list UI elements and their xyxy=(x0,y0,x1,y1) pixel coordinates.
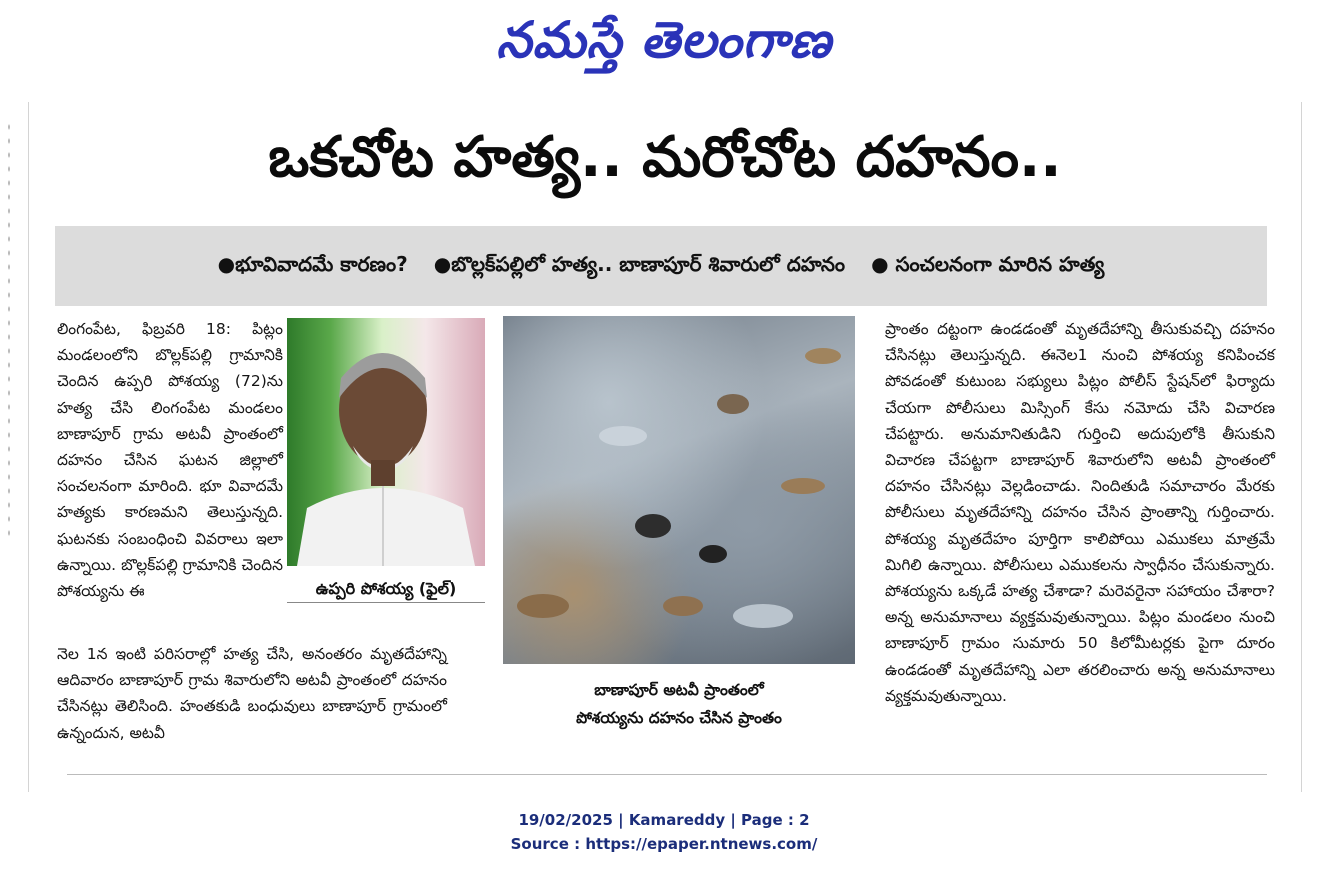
burn-site-caption-line-2: పోశయ్యను దహనం చేసిన ప్రాంతం xyxy=(576,709,782,727)
burn-site-caption-line-1: బాణాపూర్‌ అటవీ ప్రాంతంలో xyxy=(594,681,764,699)
portrait-photo xyxy=(287,318,485,566)
news-clipping xyxy=(28,102,1302,792)
subheadline-1: ●భూవివాదమే కారణం? xyxy=(217,251,408,276)
article-column-3: ప్రాంతం దట్టంగా ఉండడంతో మృతదేహాన్ని తీసుకువచ్చి దహనం చేసినట్లు తెలుస్తున్నది. ఈనెల1 నుంచి పోశయ్య కనిపించక పోవడంతో కుటుంబ సభ్యులు పిట్లం పోలీస్‌ స్టేషన్‌లో ఫిర్యాదు చేయగా పోలీసులు మిస్సింగ్‌ కేసు నమోదు చేసి విచారణ చేపట్టారు. అనుమానితుడిని గుర్తించి అదుపులోకి తీసుకుని విచారణ చేపట్టగా బాణాపూర్‌ శివారులోని అటవీ ప్రాంతంలో దహనం చేసినట్లు వెల్లడించాడు. నిందితుడి సమాచారం మేరకు పోలీసులు మృతదేహాన్ని దహనం చేసిన ప్రాంతాన్ని గుర్తించారు. పోశయ్య మృతదేహం పూర్తిగా కాలిపోయి ఎముకలు మాత్రమే మిగిలి ఉన్నాయి. పోలీసులు ఎముకలను స్వాధీనం చేసుకున్నారు. పోశయ్యను ఒక్కడే హత్య చేశాడా? మరెవరైనా సహాయం చేశారా? అన్న అనుమానాలు వ్యక్తమవుతున్నాయి. పిట్లం మండలం నుంచి బాణాపూర్‌ గ్రామం సుమారు 50 కిలోమీటర్లకు పైగా దూరం ఉండడంతో మృతదేహాన్ని ఎలా తరలించారు అన్న అనుమానాలు వ్యక్తమవుతున్నాయి. xyxy=(885,320,1275,705)
footer-source: Source : https://epaper.ntnews.com/ xyxy=(510,835,818,853)
article-column-1-top: లింగంపేట, ఫిబ్రవరి 18: పిట్లం మండలంలోని బొల్లక్‌పల్లి గ్రామానికి చెందిన ఉప్పరి పోశయ్య (72)ను హత్య చేసి లింగంపేట మండలం బాణాపూర్‌ గ్రామ అటవీ ప్రాంతంలో దహనం చేసిన ఘటన జిల్లాలో సంచలనంగా మారింది. భూ వివాదమే హత్యకు కారణమని తెలుస్తున్నది. ఘటనకు సంబంధించి వివరాలు ఇలా ఉన్నాయి. బొల్లక్‌పల్లి గ్రామానికి చెందిన పోశయ్యను ఈ xyxy=(57,320,283,601)
footer-date-edition: 19/02/2025 | Kamareddy | Page : 2 xyxy=(518,811,810,829)
subheadline-bar xyxy=(55,226,1267,306)
subheadline-2: ●బొల్లక్‌పల్లిలో హత్య.. బాణాపూర్‌ శివారులో దహనం xyxy=(433,251,846,276)
article-headline: ఒకచోట హత్య.. మరోచోట దహనం.. xyxy=(268,125,1062,190)
burn-site-caption xyxy=(503,676,855,732)
burn-site-illustration xyxy=(503,316,855,664)
burn-site-photo xyxy=(503,316,855,664)
page-footer xyxy=(0,808,1328,856)
page-edge-left xyxy=(6,120,12,540)
bottom-rule xyxy=(67,774,1267,775)
newspaper-masthead: నమస్తే తెలంగాణ xyxy=(496,11,832,69)
subheadline-3: ● సంచలనంగా మారిన హత్య xyxy=(871,251,1105,276)
portrait-caption: ఉప్పరి పోశయ్య (ఫైల్‌) xyxy=(287,576,485,603)
portrait-illustration xyxy=(287,318,485,566)
article-column-1-bottom: నెల 1న ఇంటి పరిసరాల్లో హత్య చేసి, అనంతరం మృతదేహాన్ని ఆదివారం బాణాపూర్‌ గ్రామ శివారులోని అటవీ ప్రాంతంలో దహనం చేసినట్లు తెలిసింది. హంతకుడి బంధువులు బాణాపూర్‌ గ్రామంలో ఉన్నందున, అటవీ xyxy=(57,645,447,742)
